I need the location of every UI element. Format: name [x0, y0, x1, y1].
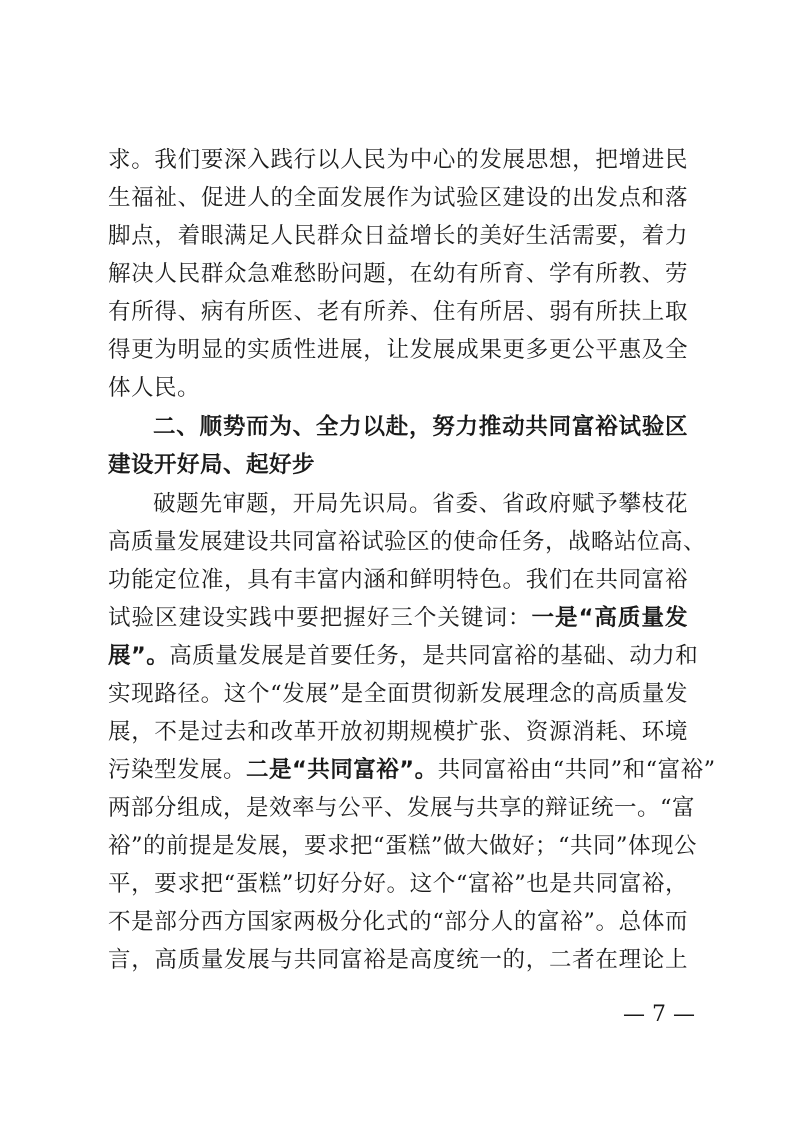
paragraph-line: 展，不是过去和改革开放初期规模扩张、资源消耗、环境 [108, 719, 688, 745]
paragraph-text: 高质量发展是首要任务，是共同富裕的基础、动力和 [169, 643, 699, 669]
paragraph-line: 实现路径。这个“发展”是全面贯彻新发展理念的高质量发 [108, 681, 688, 707]
paragraph-line: 有所得、病有所医、老有所养、住有所居、弱有所扶上取 [108, 299, 688, 325]
paragraph-line: 脚点，着眼满足人民群众日益增长的美好生活需要，着力 [108, 223, 688, 249]
paragraph-line [108, 641, 699, 671]
keyword-one-heading: 展”。 [108, 643, 170, 669]
page-number: — 7 — [623, 1002, 695, 1027]
paragraph-text: 共同富裕由“共同”和“富裕” [437, 757, 716, 783]
paragraph-line: 言，高质量发展与共同富裕是高度统一的，二者在理论上 [108, 947, 688, 973]
paragraph-text: 污染型发展。 [108, 757, 247, 783]
section-heading: 二、顺势而为、全力以赴，努力推动共同富裕试验区 [153, 414, 688, 440]
paragraph-line: 求。我们要深入践行以人民为中心的发展思想，把增进民 [108, 147, 688, 173]
paragraph-line: 体人民。 [108, 375, 201, 401]
paragraph-line [108, 755, 716, 785]
paragraph-line: 破题先审题，开局先识局。省委、省政府赋予攀枝花 [153, 491, 688, 517]
paragraph-line: 高质量发展建设共同富裕试验区的使命任务，战略站位高、 [108, 529, 707, 555]
paragraph-line: 裕”的前提是发展，要求把“蛋糕”做大做好；“共同”体现公 [108, 833, 698, 859]
paragraph-line: 不是部分西方国家两极分化式的“部分人的富裕”。总体而 [108, 909, 688, 935]
section-heading: 建设开好局、起好步 [108, 452, 316, 478]
paragraph-line: 平，要求把“蛋糕”切好分好。这个“富裕”也是共同富裕， [108, 871, 688, 897]
paragraph-line: 两部分组成，是效率与公平、发展与共享的辩证统一。“富 [108, 795, 696, 821]
paragraph-text: 试验区建设实践中要把握好三个关键词： [108, 605, 532, 631]
paragraph-line: 生福祉、促进人的全面发展作为试验区建设的出发点和落 [108, 185, 688, 211]
paragraph-line: 功能定位准，具有丰富内涵和鲜明特色。我们在共同富裕 [108, 567, 688, 593]
keyword-one-heading: 一是“高质量发 [531, 605, 688, 631]
paragraph-line: 解决人民群众急难愁盼问题，在幼有所育、学有所教、劳 [108, 261, 688, 287]
paragraph-line [108, 603, 688, 633]
keyword-two-heading: 二是“共同富裕”。 [246, 757, 438, 783]
paragraph-line: 得更为明显的实质性进展，让发展成果更多更公平惠及全 [108, 337, 688, 363]
